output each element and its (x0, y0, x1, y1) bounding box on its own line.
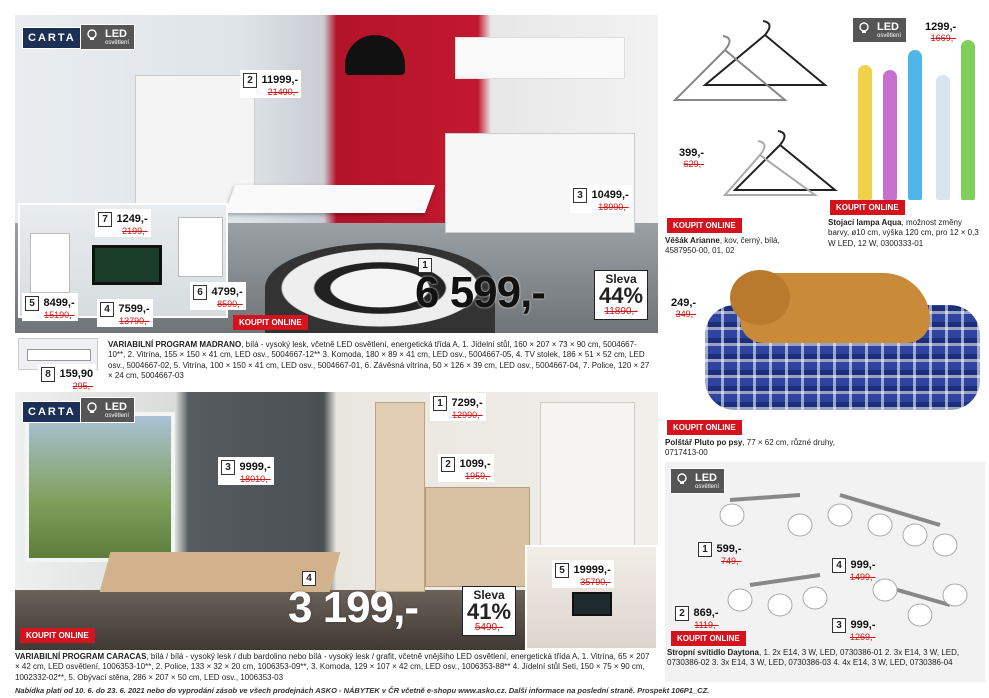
old-price: 1269,- (850, 632, 876, 642)
old-price: 15190,- (44, 310, 75, 320)
product-title: Věšák Arianne (665, 236, 720, 245)
big-price: 6 599,- (415, 268, 545, 317)
old-price: 18990,- (598, 202, 629, 212)
price: 1099,- (459, 458, 491, 470)
item-number: 3 (573, 188, 587, 203)
price: 869,- (693, 607, 719, 619)
bulb-icon (675, 472, 689, 486)
price-tag (95, 209, 151, 237)
led-sub: osvětlení (877, 33, 902, 39)
buy-online-button[interactable]: KOUPIT ONLINE (830, 200, 905, 215)
price: 9999,- (239, 461, 271, 473)
price: 249,- (671, 297, 697, 309)
price: 159,90 (59, 368, 94, 380)
item-number: 5 (555, 563, 569, 578)
vitrine-furniture (375, 402, 425, 592)
product-details: , 77 × 62 cm, různé druhy, 0717413-00 (665, 438, 835, 458)
led-label: LED (105, 28, 127, 40)
dining-table (225, 185, 435, 213)
price: 10499,- (591, 189, 629, 201)
led-label: LED (105, 401, 127, 413)
price-tag (240, 70, 301, 98)
description-title: VARIABILNÍ PROGRAM MADRANO (108, 340, 242, 349)
product-title: Stojací lampa Aqua (828, 218, 902, 227)
buy-online-button[interactable]: KOUPIT ONLINE (233, 315, 308, 330)
carta-logo: CARTA (22, 401, 82, 423)
bulb-icon (85, 401, 99, 415)
item-number: 4 (302, 571, 316, 586)
old-price: 1499,- (850, 572, 876, 582)
old-price: 629,- (683, 159, 705, 169)
item-number: 4 (832, 558, 846, 573)
sideboard-furniture (445, 133, 635, 233)
price: 999,- (850, 619, 876, 631)
price: 19999,- (573, 564, 611, 576)
product-details: , kov, černý, bílá, 4587950-00, 01, 02 (665, 236, 780, 256)
description-text: , bílá / bílá - vysoký lesk / dub bardolino nebo bílá - vysoký lesk / grafit, včetně vnějšího LED osvětlení, energetická třída A, 1. Vitrína, 65 × 207 × 42 cm, LED osvětlení, 1006353-10**, 2. Police, 133 × 32 × 20 cm, 1006353-09**, 3. Komoda, 129 × 107 × 42 cm, LED osv., 1006353-88** 4. Jídelní stůl Seti, 150 × 75 × 90 cm, 1002332-02**, 5. Obývací stěna, 286 × 207 × 50 cm, LED osv., 1006353-03 (15, 652, 650, 682)
price-tag (829, 615, 879, 643)
tv-stand-shape (27, 349, 91, 361)
bulb-icon (857, 21, 871, 35)
led-label: LED (695, 472, 717, 484)
old-price: 35790,- (580, 577, 611, 587)
price: 8499,- (43, 297, 75, 309)
lamp-column (883, 70, 897, 200)
big-price: 3 199,- (288, 583, 418, 632)
product-details: , 1. 2x E14, 3 W, LED, 0730386-01 2. 3x E14, 3 W, LED, 0730386-02 3. 3x E14, 3 W, LED, 0730386-03 4. 4x E14, 3 W, LED, 0730386-04 (667, 648, 960, 668)
hanger-icon (665, 15, 845, 205)
lamps-photo (848, 40, 983, 200)
item-number: 2 (675, 606, 689, 621)
old-price: 8590,- (217, 299, 243, 309)
cabinet (178, 217, 223, 277)
old-price: 13790,- (119, 316, 150, 326)
lamp-description (828, 218, 983, 249)
led-sub: osvětlení (105, 40, 130, 46)
item-number: 1 (698, 542, 712, 557)
price-tag (672, 603, 722, 631)
price: 999,- (850, 559, 876, 571)
buy-online-button[interactable]: KOUPIT ONLINE (671, 631, 746, 646)
item-number: 2 (243, 73, 257, 88)
spotlights-description (667, 648, 985, 669)
discount-label: Sleva (473, 588, 505, 602)
buy-online-button[interactable]: KOUPIT ONLINE (667, 218, 742, 233)
price-tag (552, 560, 614, 588)
price: 599,- (716, 543, 742, 555)
tv-screen (572, 592, 612, 616)
lamp-column (936, 75, 950, 200)
item-number: 2 (441, 457, 455, 472)
discount-old-price: 5490,- (474, 622, 504, 633)
price-tag (676, 143, 707, 170)
pillow-description (665, 438, 840, 459)
item-number: 1 (418, 258, 432, 273)
item-number: 3 (221, 460, 235, 475)
price-tag (829, 555, 879, 583)
product-title: Stropní svítidlo Daytona (667, 648, 760, 657)
old-price: 18010,- (240, 474, 271, 484)
old-price: 1119,- (694, 620, 719, 630)
price-tag (22, 293, 78, 321)
dog-pillow-photo (700, 265, 985, 415)
discount-percent: 41% (467, 599, 512, 624)
price-tag (38, 364, 96, 392)
discount-badge (594, 270, 648, 320)
item-number: 6 (193, 285, 207, 300)
item-number: 1 (433, 396, 447, 411)
price: 7299,- (451, 397, 483, 409)
price-tag (570, 185, 632, 213)
buy-online-button[interactable]: KOUPIT ONLINE (20, 628, 95, 643)
cabinet (30, 233, 70, 293)
price: 399,- (679, 147, 705, 159)
old-price: 749,- (721, 556, 742, 566)
tv-screen (92, 245, 162, 285)
old-price: 295,- (72, 381, 94, 391)
price-tag (438, 454, 494, 482)
old-price: 12990,- (452, 410, 483, 420)
discount-percent: 44% (599, 283, 644, 308)
hangers-photo (665, 15, 845, 205)
price: 4799,- (211, 286, 243, 298)
pendant-lamp (345, 35, 405, 75)
dresser-furniture (425, 487, 530, 587)
price-tag (430, 393, 486, 421)
caracas-description (15, 652, 655, 683)
item-number: 7 (98, 212, 112, 227)
buy-online-button[interactable]: KOUPIT ONLINE (667, 420, 742, 435)
led-badge (80, 24, 135, 50)
price: 1249,- (116, 213, 148, 225)
price: 1299,- (925, 21, 957, 33)
led-sub: osvětlení (695, 484, 720, 490)
madrano-description (108, 340, 653, 382)
price-tag (668, 293, 699, 320)
lamp-column (961, 40, 975, 200)
discount-label: Sleva (605, 272, 637, 286)
discount-old-price: 11890,- (604, 306, 638, 317)
lamp-column (908, 50, 922, 200)
carta-logo: CARTA (22, 27, 82, 49)
item-number: 8 (41, 367, 55, 382)
price: 7599,- (118, 303, 150, 315)
price-tag (218, 457, 274, 485)
bulb-icon (85, 28, 99, 42)
lamp-column (858, 65, 872, 200)
price: 11999,- (261, 74, 299, 86)
led-badge (80, 397, 135, 423)
product-details: , možnost změny barvy, ø10 cm, výška 120 cm, pro 12 × 0,3 W LED, 12 W, 0300333-01 (828, 218, 979, 248)
product-title: Polštář Pluto po psy (665, 438, 743, 447)
led-label: LED (877, 21, 899, 33)
description-text: , bílá - vysoký lesk, včetně LED osvětlení, energetická třída A, 1. Jídelní stůl, 160 × 207 × 73 × 90 cm, 5004667-10**, 2. Vitrína, 155 × 150 × 41 cm, LED osv., 5004667-12** 3. Komoda, 180 × 89 × 41 cm, LED osv., 5004667-05, 4. TV stolek, 186 × 51 × 52 cm, LED osv., 5004667-02, 5. Vitrína, 100 × 150 × 41 cm, LED osv., 5004667-01, 6. Závěsná vitrína, 50 × 126 × 39 cm, LED osv., 5004667-04, 7. Police, 120 × 27 × 24 cm, 5004667-03 (108, 340, 650, 381)
garden-window (25, 412, 175, 562)
old-price: 349,- (675, 309, 697, 319)
dog-head (730, 270, 790, 325)
discount-badge (462, 586, 516, 636)
price-tag (695, 539, 745, 567)
wall-shelf (455, 37, 625, 79)
description-title: VARIABILNÍ PROGRAM CARACAS (15, 652, 147, 661)
price-tag (97, 299, 153, 327)
hangers-description (665, 236, 815, 257)
old-price: 21490,- (267, 87, 299, 97)
old-price: 2199,- (122, 226, 148, 236)
footer-disclaimer: Nabídka platí od 10. 6. do 23. 6. 2021 nebo do vyprodání zásob ve všech prodejnách ASKO - NÁBYTEK v ČR včetně e-shopu www.asko.cz. Další informace na poslední straně. Prospekt 106P1_CZ. (15, 686, 710, 695)
item-number: 4 (100, 302, 114, 317)
item-number: 5 (25, 296, 39, 311)
old-price: 1669,- (930, 33, 957, 43)
item-number: 3 (832, 618, 846, 633)
old-price: 1959,- (465, 471, 491, 481)
led-sub: osvětlení (105, 413, 130, 419)
price-tag (190, 282, 246, 310)
